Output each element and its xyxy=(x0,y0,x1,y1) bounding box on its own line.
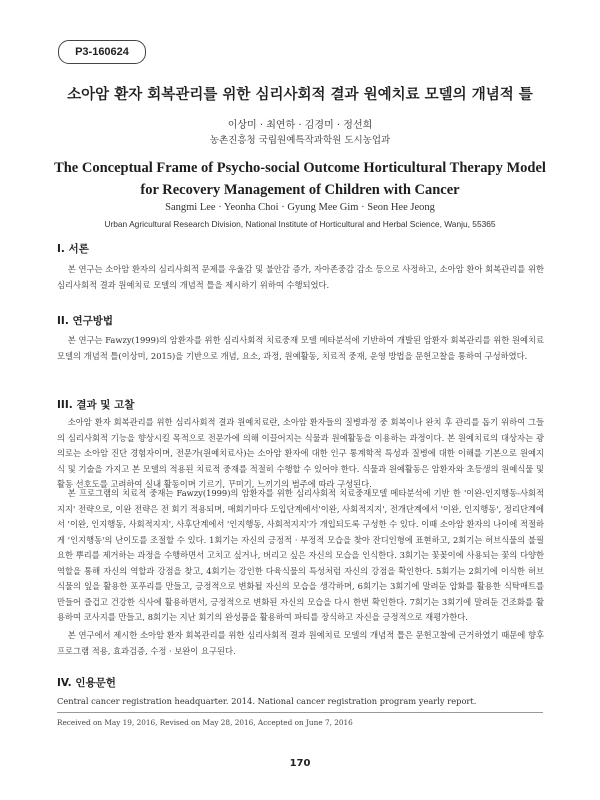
references-heading: IV. 인용문헌 xyxy=(57,677,116,689)
intro-heading: I. 서론 xyxy=(57,243,89,255)
results-heading: III. 결과 및 고찰 xyxy=(57,399,135,411)
reference-item: Central cancer registration headquarter. 2014. National cancer registration program yearly report. xyxy=(57,696,477,706)
korean-title: 소아암 환자 회복관리를 위한 심리사회적 결과 원예치료 모델의 개념적 틀 xyxy=(67,87,533,103)
results-paragraph-3: 본 연구에서 제시한 소아암 환자 회복관리를 위한 심리사회적 결과 원예치료 모델의 개념적 틀은 문헌고찰에 근거하였기 때문에 향후 프로그램 적용, 효과검증, 수정 · 보완이 요구된다. xyxy=(57,630,544,656)
results-paragraph-2: 본 프로그램의 치료적 중재는 Fawzy(1999)의 암환자를 위한 심리사회적 치료중재모델 메타분석에 기반 한 '이완-인지행동-사회적지지' 전략으로, 이완 전략은 전 회기 적용되며, 매회기마다 도입단계에서'이완, 사회적지지', 전개단계에서 '이완, 인지행동', 정리단계에서 '이완, 인지행동, 사회적지지', 사후단계에서 '인지행동, 사회적지지'가 개입되도록 구성한 수 있다. 이때 소아암 환자의 나이에 적절하게 '인지행동'의 난이도를 조절할 수 있다. 1회기는 자신의 긍정적 · 부정적 모습을 찾아 잔디인형에 표현하고, 2회기는 허브식물의 불필요한 뿌리를 제거하는 과정을 수행하면서 고치고 싶거나, 버리고 싶은 자신의 모습을 인식한다. 3회기는 꽃꽂이에 사용되는 꽃의 다양한 역할을 통해 자신의 역할과 강점을 찾고, 4회기는 강인한 다육식물의 특성처럼 자신의 강점을 확인한다. 5회기는 2회기에 이식한 허브식물의 잎을 활용한 포푸리를 만들고, 긍정적으로 변화될 자신의 모습을 생각하며, 6회기는 3회기에 말려둔 압화를 활용한 식탁매트를 만들어 즐겁고 건강한 식사에 활용하면서, 긍정적으로 변화된 자신의 모습을 다시 한번 확인한다. 7회기는 3회기에 말려둔 건조화를 활용하여 코사지를 만들고, 8회기는 지난 회기의 완성품을 활용하여 파티를 장식하고 자신을 긍정적으로 재평가한다. xyxy=(57,488,544,622)
english-title-line-1: The Conceptual Frame of Psycho-social Outcome Horticultural Therapy Model xyxy=(54,160,546,176)
footnote-divider xyxy=(57,712,543,713)
english-title-line-2: for Recovery Management of Children with Cancer xyxy=(140,182,460,198)
english-authors: Sangmi Lee · Yeonha Choi · Gyung Mee Gim · Seon Hee Jeong xyxy=(165,202,435,213)
results-paragraph-1: 소아암 환자 회복관리를 위한 심리사회적 결과 원예치료란, 소아암 환자들의 질병과정 중 회복이나 완치 후 관리를 돕기 위하여 그들의 심리사회적 기능을 향상시킬 목적으로 전문가에 의해 이끌어지는 식물과 원예활동을 이용하는 과정이다. 본 원예치료의 대상자는 광의로는 소아암 진단 경험자이며, 전문가(원예치료사)는 소아암 환자에 대한 인구 통계학적 특성과 질병에 대한 이해를 기본으로 원예지식 및 기술을 가지고 본 모델의 적용된 치료적 중재를 적절히 수행할 수 있어야 한다. 식물과 원예활동은 암환자와 초등생의 원예식물 및 활동 선호도를 고려하여 실내 활동이며 기르기, 꾸미기, 느끼기의 범주에 따라 구성된다. xyxy=(57,417,544,489)
received-dates: Received on May 19, 2016, Revised on May 28, 2016, Accepted on June 7, 2016 xyxy=(57,718,353,727)
english-title xyxy=(40,157,560,201)
method-heading: II. 연구방법 xyxy=(57,315,114,327)
paper-id-badge: P3-160624 xyxy=(58,40,146,64)
method-paragraph: 본 연구는 Fawzy(1999)의 암환자를 위한 심리사회적 치료중재 모델 메타분석에 기반하여 개발된 암환자 회복관리를 위한 원예치료 모델의 개념적 틀(이상미, 2015)을 기반으로 개념, 요소, 과정, 원예활동, 치료적 중재, 운영 방법을 문헌고찰을 통하여 구성하였다. xyxy=(57,335,544,361)
intro-paragraph: 본 연구는 소아암 환자의 심리사회적 문제를 우울감 및 불안감 증가, 자아존중감 감소 등으로 사정하고, 소아암 환아 회복관리를 위한 심리사회적 결과 원예치료 모델의 개념적 틀을 제시하기 위하여 수행되었다. xyxy=(57,264,544,290)
korean-affiliation: 농촌진흥청 국립원예특작과학원 도시농업과 xyxy=(209,135,391,146)
page-number: 170 xyxy=(289,758,311,769)
korean-authors: 이상미 · 최연하 · 김경미 · 정선희 xyxy=(227,120,373,131)
english-affiliation: Urban Agricultural Research Division, National Institute of Horticultural and Herbal Science, Wanju, 55365 xyxy=(104,219,496,229)
